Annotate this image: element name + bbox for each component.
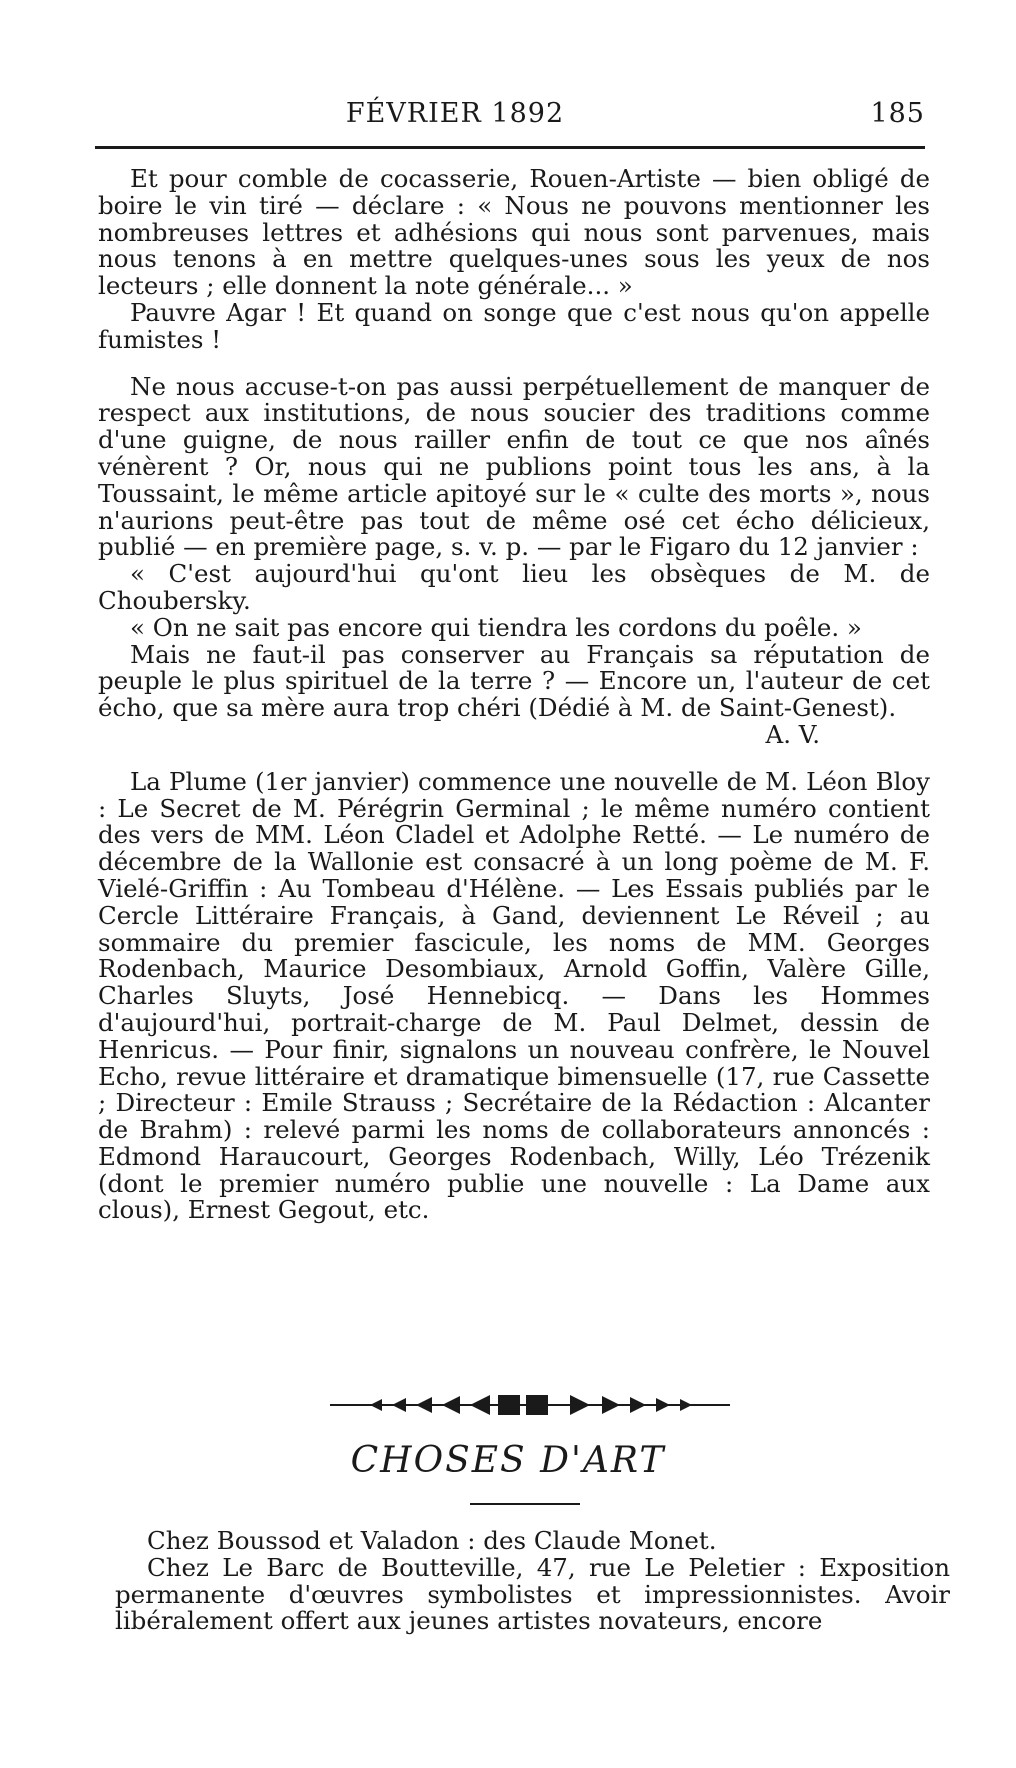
- quote-choubersky: « C'est aujourd'hui qu'ont lieu les obsèques de M. de Choubersky.: [98, 559, 930, 615]
- paragraph-pauvre-agar: Pauvre Agar ! Et quand on songe que c'est nous qu'on appelle fumistes !: [98, 297, 930, 354]
- paragraph-boussod: Chez Boussod et Valadon : des Claude Monet.: [147, 1526, 717, 1555]
- title-rule: [470, 1503, 580, 1505]
- section-text: [115, 1528, 950, 1635]
- ornament-divider: [330, 1393, 730, 1417]
- section-title: CHOSES D'ART: [350, 1440, 666, 1481]
- page-number: 185: [870, 98, 925, 129]
- paragraph-francais: Mais ne faut-il pas conserver au Français sa réputation de peuple le plus spirituel de la terre ? — Encore un, l'auteur de cet écho, que sa mère aura trop chéri (Dédié à M. de Saint-Genest).: [98, 639, 930, 723]
- quote-cordons: « On ne sait pas encore qui tiendra les cordons du poêle. »: [130, 612, 862, 642]
- header-title: FÉVRIER 1892: [345, 98, 565, 129]
- header-rule: [95, 146, 925, 149]
- paragraph-revues: La Plume (1er janvier) commence une nouvelle de M. Léon Bloy : Le Secret de M. Pérégrin Germinal ; le même numéro contient des vers de MM. Léon Cladel et Adolphe Retté. — Le numéro de décembre de la Wallonie est consacré à un long poème de M. F. Vielé-Griffin : Au Tombeau d'Hélène. — Les Essais publiés par le Cercle Littéraire Français, à Gand, deviennent Le Réveil ; au sommaire du premier fascicule, les noms de MM. Georges Rodenbach, Maurice Desombiaux, Arnold Goffin, Valère Gille, Charles Sluyts, José Hennebicq. — Dans les Hommes d'aujourd'hui, portrait-charge de M. Paul Delmet, dessin de Henricus. — Pour finir, signalons un nouveau confrère, le Nouvel Echo, revue littéraire et dramatique bimensuelle (17, rue Cassette ; Directeur : Emile Strauss ; Secrétaire de la Rédaction : Alcanter de Brahm) : relevé parmi les noms de collaborateurs annoncés : Edmond Haraucourt, Georges Rodenbach, Willy, Léo Trézenik (dont le premier numéro publie une nouvelle : La Dame aux clous), Ernest Gegout, etc.: [98, 766, 930, 1225]
- paragraph-rouen-artiste: Et pour comble de cocasserie, Rouen-Artiste — bien obligé de boire le vin tiré — déclare : « Nous ne pouvons mentionner les nombreuses lettres et adhésions qui nous sont parvenues, mais nous tenons à en mettre quelques-unes sous les yeux de nos lecteurs ; elle donnent la note générale... »: [98, 164, 930, 301]
- signature: A. V.: [765, 719, 820, 749]
- paragraph-respect: Ne nous accuse-t-on pas aussi perpétuellement de manquer de respect aux institutions, de nous soucier des traditions comme d'une guigne, de nous railler enfin de tout ce que nos aînés vénèrent ? Or, nous qui ne publions point tous les ans, à la Toussaint, le même article apitoyé sur le « culte des morts », nous n'aurions peut-être pas tout de même osé cet écho délicieux, publié — en première page, s. v. p. — par le Figaro du 12 janvier :: [98, 371, 930, 562]
- running-header: [95, 98, 925, 138]
- main-text: [98, 166, 930, 1224]
- paragraph-barc: Chez Le Barc de Boutteville, 47, rue Le Peletier : Exposition permanente d'œuvres symbolistes et impressionnistes. Avoir libéralement offert aux jeunes artistes novateurs, encore: [115, 1552, 950, 1636]
